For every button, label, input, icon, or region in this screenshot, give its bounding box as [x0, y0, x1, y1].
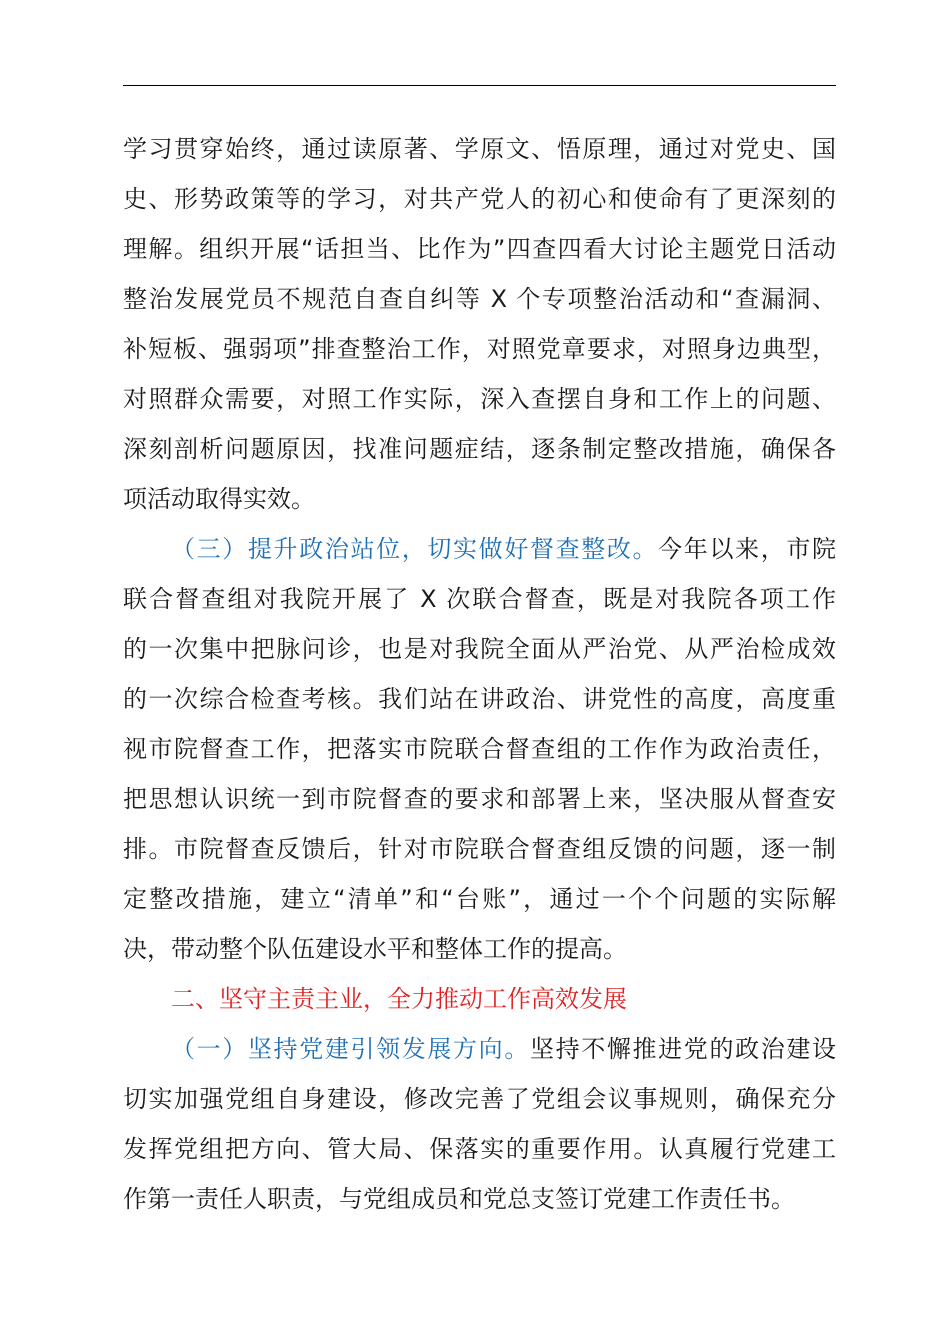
paragraph-line: 整治发展党员不规范自查自纠等 X 个专项整治活动和“查漏洞、 [123, 285, 836, 313]
paragraph-line: 联合督查组对我院开展了 X 次联合督查，既是对我院各项工作 [123, 585, 836, 613]
paragraph-line: 的一次集中把脉问诊，也是对我院全面从严治党、从严治检成效 [123, 635, 836, 663]
section-heading-2: 二、坚守主责主业，全力推动工作高效发展 [171, 985, 627, 1013]
paragraph-line: 作第一责任人职责，与党组成员和党总支签订党建工作责任书。 [123, 1185, 795, 1213]
paragraph-line: 决，带动整个队伍建设水平和整体工作的提高。 [123, 935, 627, 963]
subheading-1: （一）坚持党建引领发展方向。 [171, 1035, 530, 1063]
paragraph-text: 今年以来，市院 [658, 535, 837, 563]
paragraph-line: 史、形势政策等的学习，对共产党人的初心和使命有了更深刻的 [123, 185, 836, 213]
paragraph-line: 把思想认识统一到市院督查的要求和部署上来，坚决服从督查安 [123, 785, 836, 813]
paragraph-line: 切实加强党组自身建设，修改完善了党组会议事规则，确保充分 [123, 1085, 836, 1113]
paragraph-line: 补短板、强弱项”排查整治工作，对照党章要求，对照身边典型， [123, 335, 836, 363]
paragraph-line: 深刻剖析问题原因，找准问题症结，逐条制定整改措施，确保各 [123, 435, 836, 463]
paragraph-text: 坚持不懈推进党的政治建设 [529, 1035, 837, 1063]
paragraph-line: 的一次综合检查考核。我们站在讲政治、讲党性的高度，高度重 [123, 685, 836, 713]
paragraph-line: 学习贯穿始终，通过读原著、学原文、悟原理，通过对党史、国 [123, 135, 836, 163]
paragraph-line-with-subheading [171, 1024, 836, 1074]
paragraph-line: 理解。组织开展“话担当、比作为”四查四看大讨论主题党日活动 [123, 235, 836, 263]
paragraph-line: 对照群众需要，对照工作实际，深入查摆自身和工作上的问题、 [123, 385, 836, 413]
paragraph-line-with-subheading [171, 524, 836, 574]
paragraph-line: 项活动取得实效。 [123, 485, 315, 513]
paragraph-line: 视市院督查工作，把落实市院联合督查组的工作作为政治责任， [123, 735, 836, 763]
subheading-3: （三）提升政治站位，切实做好督查整改。 [171, 535, 659, 563]
paragraph-line: 排。市院督查反馈后，针对市院联合督查组反馈的问题，逐一制 [123, 835, 836, 863]
paragraph-line: 发挥党组把方向、管大局、保落实的重要作用。认真履行党建工 [123, 1135, 836, 1163]
paragraph-line: 定整改措施，建立“清单”和“台账”，通过一个个问题的实际解 [123, 885, 836, 913]
header-rule [123, 85, 836, 86]
